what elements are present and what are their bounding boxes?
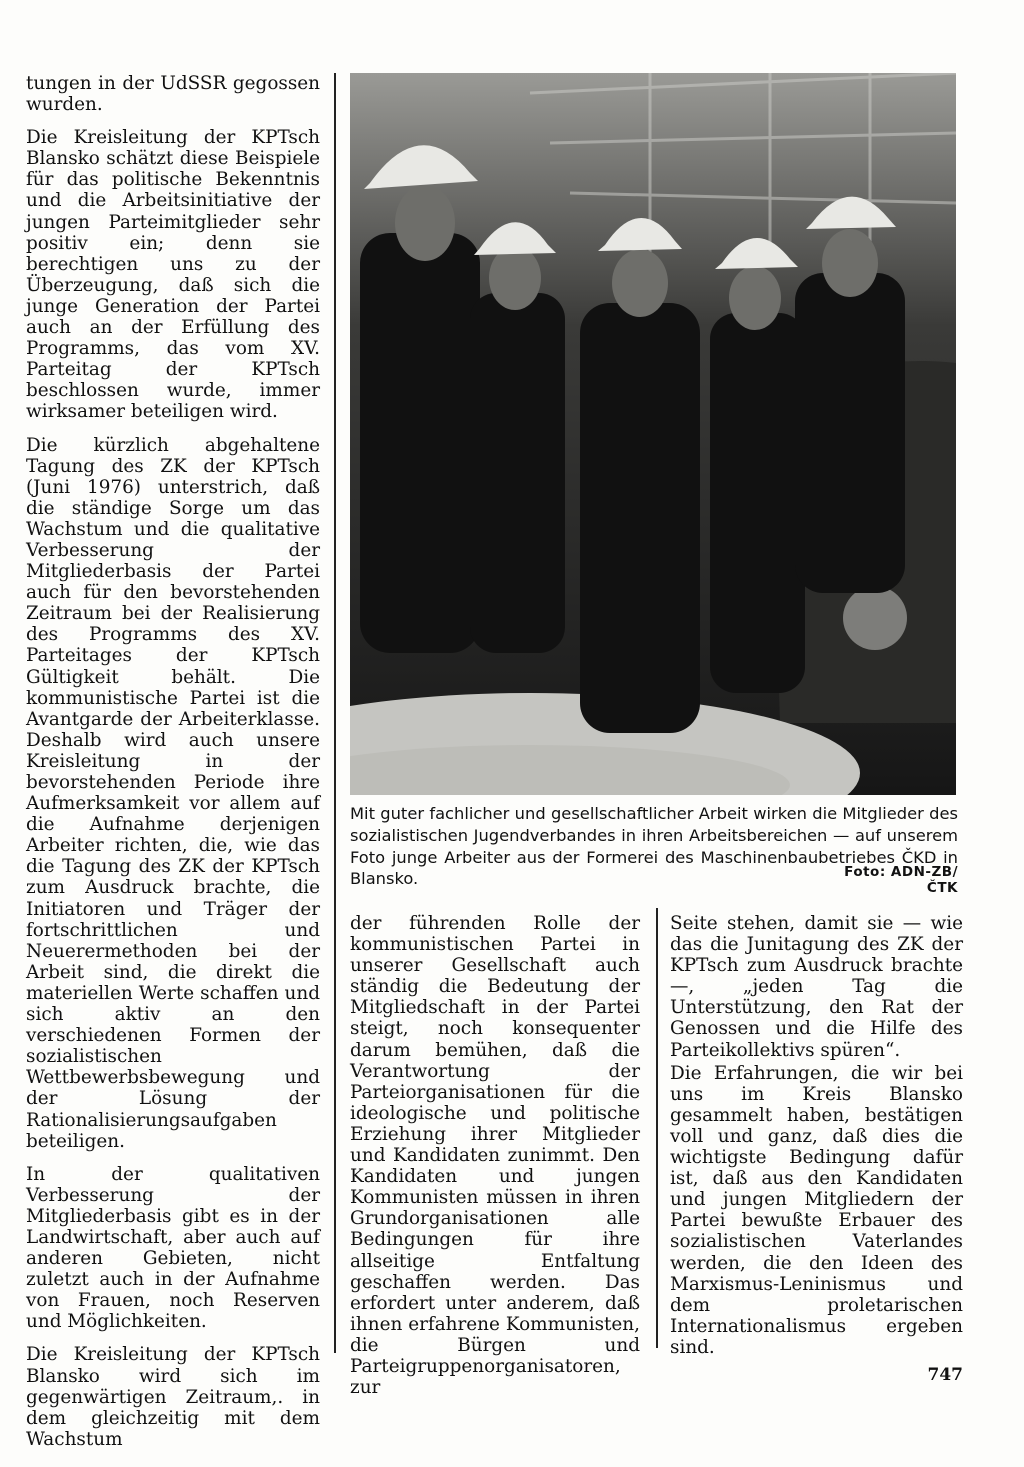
paragraph: tungen in der UdSSR gegossen wurden.	[26, 73, 320, 116]
column-divider-left	[334, 73, 336, 1353]
paragraph: Die Kreisleitung der KPTsch Blansko schätzt diese Beispiele für das politische Bekenntnis und die Arbeitsinitiative der jungen Parteimitglieder sehr positiv ein; denn sie berechtigen uns zu der Überzeugung, daß sich die junge Generation der Partei auch an der Erfüllung des Programms, das vom XV. Parteitag der KPTsch beschlossen wurde, immer wirksamer beteiligen wird.	[26, 127, 320, 423]
column-divider-right	[656, 908, 658, 1348]
right-text-column	[670, 913, 963, 1370]
left-text-column	[26, 73, 320, 1462]
paragraph: Die Kreisleitung der KPTsch Blansko wird sich im gegenwärtigen Zeitraum,. in dem gleichzeitig mit dem Wachstum	[26, 1344, 320, 1450]
paragraph: Die Erfahrungen, die wir bei uns im Kreis Blansko gesammelt haben, bestätigen voll und ganz, daß dies die wichtigste Bedingung dafür ist, daß aus den Kandidaten und jungen Mitgliedern der Partei bewußte Erbauer des sozialistischen Vaterlandes werden, die den Ideen des Marxismus-Leninismus und dem proletarischen Internationalismus ergeben sind.	[670, 1062, 963, 1358]
paragraph: Seite stehen, damit sie — wie das die Junitagung des ZK der KPTsch zum Ausdruck brachte —, „jeden Tag die Unterstützung, den Rat der Genossen und die Hilfe des Parteikollektivs spüren“.	[670, 913, 963, 1061]
paragraph: der führenden Rolle der kommunistischen Partei in unserer Gesellschaft auch ständig die Bedeutung der Mitgliedschaft in der Partei steigt, noch konsequenter darum bemühen, daß die Verantwortung der Parteiorganisationen für die ideologische und politische Erziehung ihrer Mitglieder und Kandidaten zunimmt. Den Kandidaten und jungen Kommunisten müssen in ihren Grundorganisationen alle Bedingungen für ihre allseitige Entfaltung geschaffen werden. Das erfordert unter anderem, daß ihnen erfahrene Kommunisten, die Bürgen und Parteigruppenorganisatoren, zur	[350, 913, 640, 1399]
page-number: 747	[927, 1365, 963, 1385]
photo-caption: Mit guter fachlicher und gesellschaftlicher Arbeit wirken die Mitglieder des sozialistischen Jugendverbandes in ihren Arbeitsbereichen — auf unserem Foto junge Arbeiter aus der Formerei des Maschinenbaubetriebes ČKD in Blansko.	[350, 804, 958, 889]
paragraph: Die kürzlich abgehaltene Tagung des ZK der KPTsch (Juni 1976) unterstrich, daß die ständige Sorge um das Wachstum und die qualitative Verbesserung der Mitgliederbasis der Partei auch für den bevorstehenden Zeitraum bei der Realisierung des Programms des XV. Parteitages der KPTsch Gültigkeit behält. Die kommunistische Partei ist die Avantgarde der Arbeiterklasse. Deshalb wird auch unsere Kreisleitung in der bevorstehenden Periode ihre Aufmerksamkeit vor allem auf die Aufnahme derjenigen Arbeiter richten, die, wie das die Tagung des ZK der KPTsch zum Ausdruck brachte, die Initiatoren und Träger der fortschrittlichen und Neuerermethoden bei der Arbeit sind, die direkt die materiellen Werte schaffen und sich aktiv an den verschiedenen Formen der sozialistischen Wettbewerbsbewegung und der Lösung der Rationalisierungsaufgaben beteiligen.	[26, 434, 320, 1152]
photo-credit: Foto: ADN-ZB/ČTK	[844, 864, 958, 896]
middle-text-column	[350, 913, 640, 1410]
workers-photo	[350, 73, 956, 795]
paragraph: In der qualitativen Verbesserung der Mitgliederbasis gibt es in der Landwirtschaft, aber auch auf anderen Gebieten, nicht zuletzt auch in der Aufnahme von Frauen, noch Reserven und Möglichkeiten.	[26, 1163, 320, 1333]
